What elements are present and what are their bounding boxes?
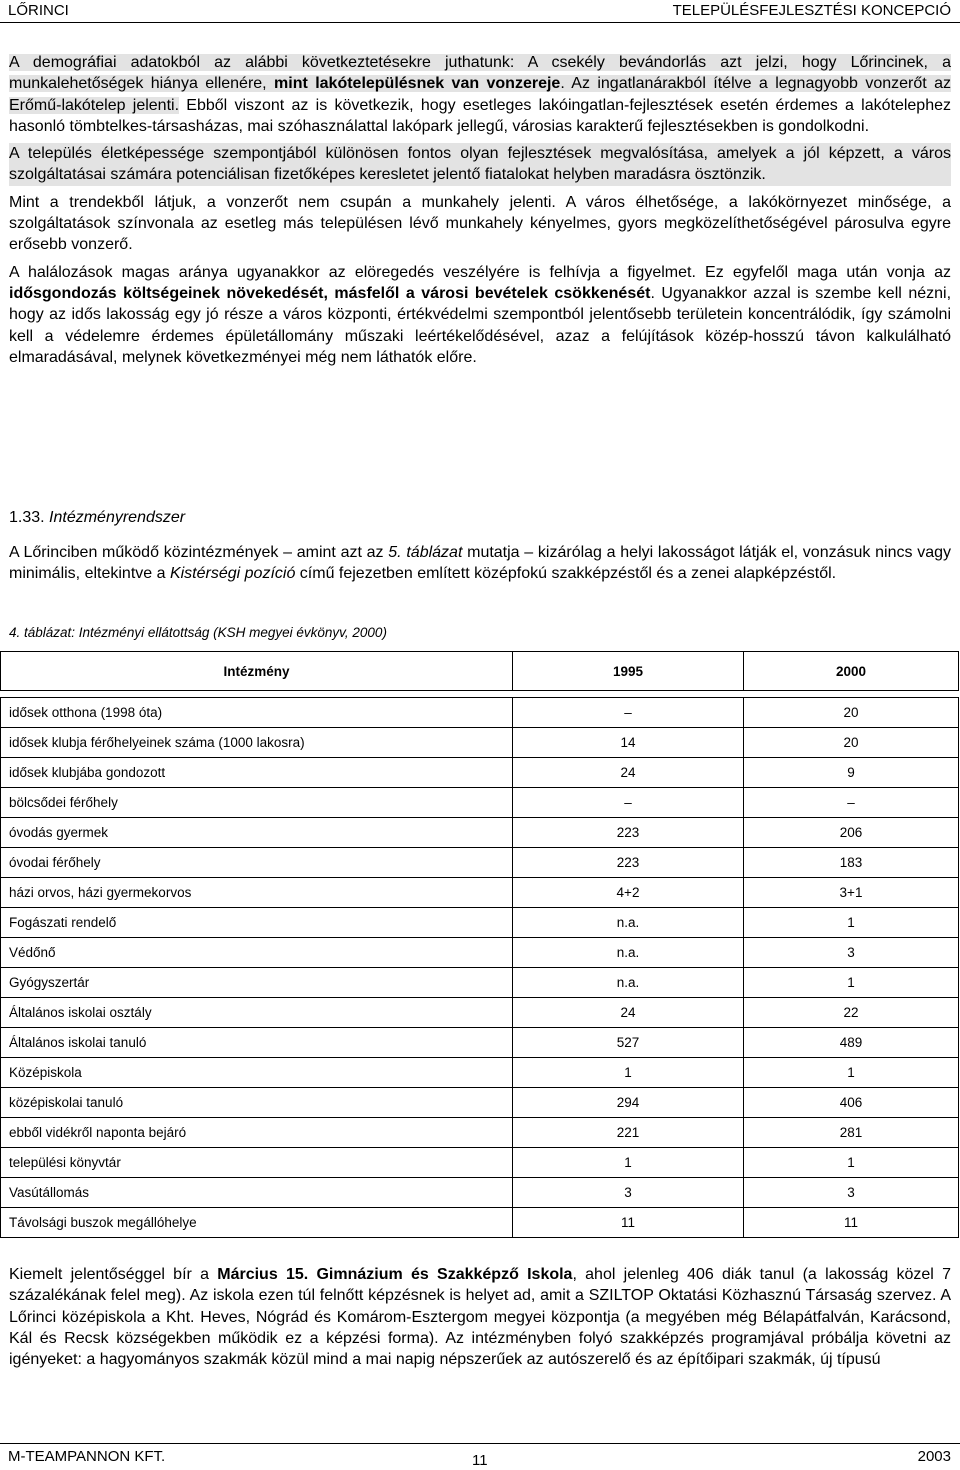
cell-2000: 3+1 <box>744 878 959 908</box>
table-row <box>1 1118 959 1148</box>
table-row <box>1 1088 959 1118</box>
cell-1995: n.a. <box>513 908 744 938</box>
paragraph-demography: A demográfiai adatokból az alábbi következtetésekre juthatunk: A csekély bevándorlás azt jelzi, hogy Lőrincinek, a munkalehetőségek hiánya ellenére, mint lakótelepülésnek van vonzereje. Az ingatlanárakból ítélve a legnagyobb vonzerőt az Erőmű-lakótelep jelenti. Ebből viszont az is következik, hogy esetleges lakóingatlan-fejlesztések esetén érdemes a lakótelephez hasonló tömbtelkes-társasházas, mai szóhasználattal lakópark jellegű, városias karakterű fejlesztésekben is gondolkodni. <box>9 54 952 135</box>
cell-2000: 20 <box>744 728 959 758</box>
cell-institution: Általános iskolai tanuló <box>1 1028 513 1058</box>
cell-2000: – <box>744 788 959 818</box>
cell-1995: 527 <box>513 1028 744 1058</box>
cell-2000: 20 <box>744 698 959 728</box>
header-left: LŐRINCI <box>8 2 69 19</box>
institutions-intro <box>9 542 951 585</box>
table-row <box>1 968 959 998</box>
cell-institution: Középiskola <box>1 1058 513 1088</box>
table-row <box>1 1178 959 1208</box>
table-row <box>1 1028 959 1058</box>
cell-2000: 206 <box>744 818 959 848</box>
header-right: TELEPÜLÉSFEJLESZTÉSI KONCEPCIÓ <box>672 2 951 19</box>
table-row <box>1 1148 959 1178</box>
cell-1995: 223 <box>513 848 744 878</box>
school-text <box>9 1264 951 1370</box>
cell-2000: 183 <box>744 848 959 878</box>
cell-1995: 14 <box>513 728 744 758</box>
table-body <box>1 691 959 1238</box>
cell-institution: idősek otthona (1998 óta) <box>1 698 513 728</box>
table-row <box>1 998 959 1028</box>
cell-1995: 24 <box>513 758 744 788</box>
table-caption: 4. táblázat: Intézményi ellátottság (KSH megyei évkönyv, 2000) <box>9 625 387 640</box>
cell-1995: 11 <box>513 1208 744 1238</box>
page-number: 11 <box>472 1452 488 1469</box>
header-institution: Intézmény <box>1 652 513 691</box>
cell-institution: Általános iskolai osztály <box>1 998 513 1028</box>
footer-year: 2003 <box>917 1448 951 1465</box>
cell-1995: 221 <box>513 1118 744 1148</box>
paragraph-school: Kiemelt jelentőséggel bír a Március 15. Gimnázium és Szakképző Iskola, ahol jelenleg 406 diák tanul (a lakosság közel 7 százalékának felel meg). Az iskola ezen túl felnőtt képzésnek is helyet ad, amit a SZILTOP Oktatási Közhasznú Társaság szervez. A Lőrinci középiskola a Kht. Heves, Nógrád és Komárom-Esztergom megyei központja (a megyében még Bélapátfalván, Karácsond, Kál és Recsk községekben működik ez a képzési forma). Az intézményben folyó szakképzés programjával próbálja követni az igényeket: a hagyományos szakmák közül mind a mai napig népszerűek az autószerelő és az építőipari szakmák, új típusú <box>9 1266 951 1369</box>
paragraph-mortality: A halálozások magas aránya ugyanakkor az elöregedés veszélyére is felhívja a figyelmet. Ez egyfelől maga után vonja az idősgondozás költségeinek növekedését, másfelől a városi bevételek csökkenését. Ugyanakkor azzal is szembe kell nézni, hogy az idős lakosság egy jó része a város központi, értékvédelmi szempontból jelentősebb területein koncentrálódik, így számolni kell a védelemre érdemes épületállomány műszaki leértékelődésével, azaz a felújítások közép-hosszú távon kalkulálható elmaradásával, melynek következményei még nem láthatók előre. <box>9 263 952 366</box>
cell-1995: 3 <box>513 1178 744 1208</box>
cell-2000: 3 <box>744 938 959 968</box>
cell-1995: n.a. <box>513 968 744 998</box>
cell-1995: 24 <box>513 998 744 1028</box>
table-row <box>1 938 959 968</box>
section-title: Intézményrendszer <box>49 509 186 526</box>
table-row <box>1 848 959 878</box>
cell-1995: 294 <box>513 1088 744 1118</box>
section-heading <box>9 509 185 527</box>
cell-1995: – <box>513 698 744 728</box>
cell-2000: 406 <box>744 1088 959 1118</box>
cell-institution: Védőnő <box>1 938 513 968</box>
cell-1995: n.a. <box>513 938 744 968</box>
cell-institution: Fogászati rendelő <box>1 908 513 938</box>
cell-2000: 1 <box>744 908 959 938</box>
cell-2000: 1 <box>744 1148 959 1178</box>
body-text <box>9 52 951 368</box>
cell-1995: 1 <box>513 1058 744 1088</box>
header-2000: 2000 <box>744 652 959 691</box>
table-header-row <box>1 652 959 691</box>
cell-2000: 1 <box>744 968 959 998</box>
table-row <box>1 818 959 848</box>
page-header <box>0 0 960 23</box>
table-row <box>1 758 959 788</box>
cell-2000: 22 <box>744 998 959 1028</box>
cell-institution: Távolsági buszok megállóhelye <box>1 1208 513 1238</box>
table-row <box>1 788 959 818</box>
cell-institution: idősek klubjába gondozott <box>1 758 513 788</box>
cell-institution: óvodás gyermek <box>1 818 513 848</box>
section-number: 1.33. <box>9 509 50 526</box>
table-row <box>1 878 959 908</box>
header-1995: 1995 <box>513 652 744 691</box>
cell-institution: Gyógyszertár <box>1 968 513 998</box>
cell-1995: 223 <box>513 818 744 848</box>
cell-institution: Vasútállomás <box>1 1178 513 1208</box>
cell-2000: 11 <box>744 1208 959 1238</box>
cell-institution: települési könyvtár <box>1 1148 513 1178</box>
table-row <box>1 908 959 938</box>
cell-2000: 281 <box>744 1118 959 1148</box>
cell-1995: 4+2 <box>513 878 744 908</box>
cell-2000: 489 <box>744 1028 959 1058</box>
cell-institution: bölcsődei férőhely <box>1 788 513 818</box>
cell-2000: 1 <box>744 1058 959 1088</box>
cell-institution: középiskolai tanuló <box>1 1088 513 1118</box>
cell-institution: idősek klubja férőhelyeinek száma (1000 lakosra) <box>1 728 513 758</box>
paragraph-trends: Mint a trendekből látjuk, a vonzerőt nem csupán a munkahely jelenti. A város élhetősége, a lakókörnyezet minősége, a szolgáltatások színvonala az esetleg más településen lévő munkahely kényelmes, gyors megközelíthetőségével párosulva egyre erősebb vonzerő. <box>9 193 951 254</box>
cell-institution: óvodai férőhely <box>1 848 513 878</box>
highlight-text: A demográfiai adatokból az alábbi következtetésekre juthatunk: A csekély bevándorlás azt jelzi, hogy Lőrincinek, a munkalehetőségek hiánya ellenére, mint lakótelepülésnek van vonzereje. Az ingatlanárakból ítélve a legnagyobb vonzerőt az Erőmű-lakótelep jelenti. <box>9 54 952 114</box>
cell-2000: 3 <box>744 1178 959 1208</box>
institutions-table <box>0 651 959 1238</box>
footer-company: M-TEAMPANNON KFT. <box>8 1448 166 1465</box>
paragraph-institutions: A Lőrinciben működő közintézmények – amint azt az 5. táblázat mutatja – kizárólag a helyi lakosságot látják el, vonzásuk nincs vagy minimális, eltekintve a Kistérségi pozíció című fejezetben említett középfokú szakképzéstől és a zenei alapképzéstől. <box>9 544 951 583</box>
table-row <box>1 698 959 728</box>
table-row <box>1 1058 959 1088</box>
table-row <box>1 1208 959 1238</box>
cell-1995: – <box>513 788 744 818</box>
cell-1995: 1 <box>513 1148 744 1178</box>
page-footer <box>0 1443 960 1470</box>
cell-2000: 9 <box>744 758 959 788</box>
cell-institution: házi orvos, házi gyermekorvos <box>1 878 513 908</box>
table-row <box>1 728 959 758</box>
paragraph-viability: A település életképessége szempontjából különösen fontos olyan fejlesztések megvalósítása, amelyek a jól képzett, a város szolgáltatásai számára potenciálisan fizetőképes keresletet jelentő fiatalokat helyben maradásra ösztönzik. <box>9 143 951 186</box>
cell-institution: ebből vidékről naponta bejáró <box>1 1118 513 1148</box>
